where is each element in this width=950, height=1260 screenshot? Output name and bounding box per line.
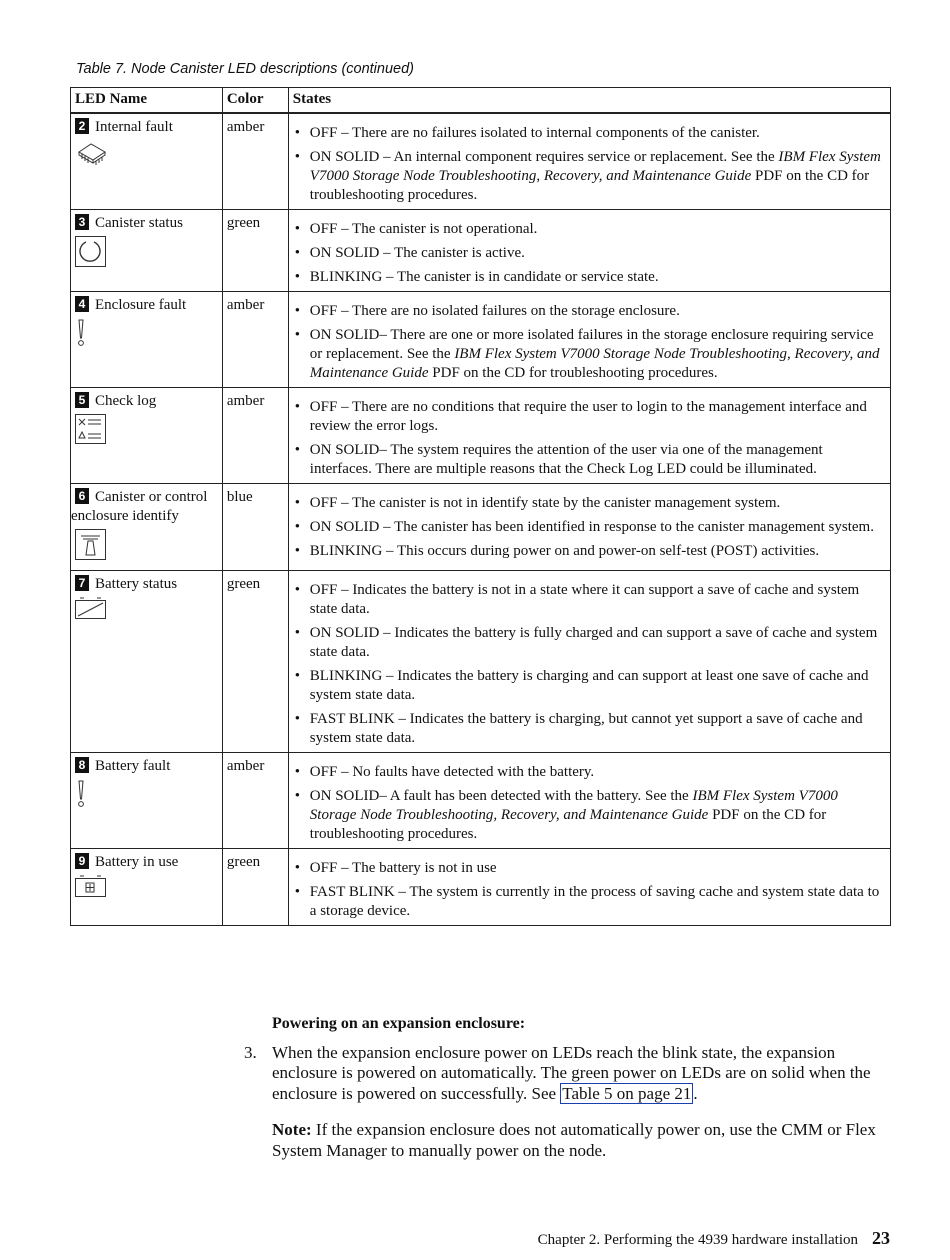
led-name: Internal fault [95, 119, 173, 135]
table-row [71, 484, 891, 571]
state-text: OFF – No faults have detected with the battery. [309, 764, 595, 780]
led-states-cell [288, 571, 890, 753]
led-name: Battery fault [95, 758, 171, 774]
guide-title: IBM Flex System V7000 Storage Node Troubleshooting, Recovery, and Maintenance Guide [309, 346, 880, 381]
led-color: amber [222, 753, 288, 849]
state-item [293, 148, 886, 205]
led-number-badge: 6 [75, 488, 89, 504]
state-item [293, 581, 886, 619]
state-item [293, 441, 886, 479]
led-name-cell [71, 388, 223, 484]
table-row [71, 292, 891, 388]
led-color: green [222, 571, 288, 753]
state-item [293, 268, 886, 287]
state-text: OFF – The battery is not in use [309, 860, 497, 876]
state-item [293, 859, 886, 878]
table-row [71, 849, 891, 926]
state-text-end: PDF on the CD for troubleshooting procedures. [428, 365, 718, 381]
led-states-cell [288, 292, 890, 388]
led-name-cell [71, 210, 223, 292]
chip-icon [75, 140, 218, 172]
states-list [293, 302, 886, 383]
state-text: ON SOLID– The system requires the attention of the user via one of the management interfaces. There are multiple reasons that the Check Log LED could be illuminated. [309, 442, 823, 477]
battery-status-icon [75, 597, 218, 625]
led-name: Canister status [95, 215, 183, 231]
led-name: Battery in use [95, 854, 179, 870]
exclamation-icon [75, 318, 218, 354]
state-text: FAST BLINK – The system is currently in the process of saving cache and system state data to a storage device. [309, 884, 880, 919]
state-text: ON SOLID – The canister has been identified in response to the canister management system. [309, 519, 874, 535]
led-states-cell [288, 849, 890, 926]
states-list [293, 124, 886, 205]
state-item [293, 763, 886, 782]
state-item [293, 518, 886, 537]
state-text-end: PDF on the CD for troubleshooting procedures. [309, 168, 870, 203]
led-color: green [222, 849, 288, 926]
led-name: Enclosure fault [95, 297, 187, 313]
led-name-cell [71, 753, 223, 849]
state-text: OFF – Indicates the battery is not in a state where it can support a save of cache and system state data. [309, 582, 860, 617]
table-row [71, 571, 891, 753]
led-name: Check log [95, 393, 157, 409]
state-item [293, 624, 886, 662]
states-list [293, 398, 886, 479]
state-item [293, 398, 886, 436]
led-states-cell [288, 210, 890, 292]
header-color: Color [222, 88, 288, 114]
led-name-cell [71, 113, 223, 210]
state-text: BLINKING – The canister is in candidate or service state. [309, 269, 659, 285]
led-states-cell [288, 113, 890, 210]
circular-status-icon [75, 236, 218, 273]
state-text: BLINKING – This occurs during power on and power-on self-test (POST) activities. [309, 543, 820, 559]
states-list [293, 494, 886, 561]
check-log-icon [75, 414, 218, 450]
powering-section [244, 1014, 892, 1161]
led-states-cell [288, 388, 890, 484]
state-text: BLINKING – Indicates the battery is charging and can support at least one save of cache and system state data. [309, 668, 869, 703]
table-header-row [71, 88, 891, 114]
table-row [71, 753, 891, 849]
state-item [293, 494, 886, 513]
led-name-cell [71, 292, 223, 388]
state-item [293, 220, 886, 239]
identify-icon [75, 529, 218, 566]
state-text: OFF – There are no failures isolated to internal components of the canister. [309, 125, 760, 141]
states-list [293, 581, 886, 748]
page-number: 23 [872, 1228, 890, 1248]
state-item [293, 883, 886, 921]
led-color: amber [222, 388, 288, 484]
state-text: FAST BLINK – Indicates the battery is charging, but cannot yet support a save of cache and system state data. [309, 711, 863, 746]
led-table [70, 87, 891, 926]
states-list [293, 763, 886, 844]
table-5-link[interactable]: Table 5 on page 21 [562, 1083, 692, 1103]
note-label: Note: [272, 1120, 312, 1139]
led-name-cell [71, 849, 223, 926]
state-item [293, 710, 886, 748]
step-number: 3. [244, 1042, 257, 1062]
led-states-cell [288, 484, 890, 571]
note-text: If the expansion enclosure does not automatically power on, use the CMM or Flex System Manager to manually power on the node. [272, 1120, 876, 1160]
led-name: Battery status [95, 576, 178, 592]
exclamation-icon [75, 779, 218, 815]
state-text: OFF – There are no conditions that require the user to login to the management interface and review the error logs. [309, 399, 867, 434]
state-text: ON SOLID– A fault has been detected with the battery. See the [309, 788, 693, 804]
state-item [293, 244, 886, 263]
header-led-name: LED Name [71, 88, 223, 114]
led-number-badge: 7 [75, 575, 89, 591]
led-name-cell [71, 484, 223, 571]
step-text: When the expansion enclosure power on LEDs reach the blink state, the expansion enclosure is powered on automatically. The green power on LEDs are on solid when the enclosure is powered on successfully. See [272, 1042, 871, 1103]
table-row [71, 113, 891, 210]
states-list [293, 220, 886, 287]
led-color: amber [222, 113, 288, 210]
footer-chapter: Chapter 2. Performing the 4939 hardware installation [537, 1232, 858, 1248]
led-number-badge: 5 [75, 392, 89, 408]
led-number-badge: 8 [75, 757, 89, 773]
led-number-badge: 2 [75, 118, 89, 134]
led-number-badge: 4 [75, 296, 89, 312]
led-name: Canister or control enclosure identify [71, 489, 208, 524]
state-text-end: PDF on the CD for troubleshooting procedures. [309, 807, 827, 842]
led-color: amber [222, 292, 288, 388]
led-number-badge: 3 [75, 214, 89, 230]
table-caption: Table 7. Node Canister LED descriptions (continued) [76, 61, 414, 77]
state-text: OFF – There are no isolated failures on the storage enclosure. [309, 303, 680, 319]
state-item [293, 787, 886, 844]
state-item [293, 542, 886, 561]
section-title: Powering on an expansion enclosure: [272, 1015, 526, 1032]
guide-title: IBM Flex System V7000 Storage Node Troubleshooting, Recovery, and Maintenance Guide [309, 788, 838, 823]
state-text: ON SOLID – An internal component requires service or replacement. See the [309, 149, 779, 165]
state-item [293, 326, 886, 383]
state-text: OFF – The canister is not in identify state by the canister management system. [309, 495, 781, 511]
state-text: ON SOLID – The canister is active. [309, 245, 525, 261]
battery-in-use-icon [75, 875, 218, 903]
table-row [71, 388, 891, 484]
note [272, 1120, 892, 1161]
page-footer [538, 1228, 890, 1249]
table-row [71, 210, 891, 292]
led-color: green [222, 210, 288, 292]
led-name-cell [71, 571, 223, 753]
states-list [293, 859, 886, 921]
step-end: . [693, 1083, 698, 1103]
header-states: States [288, 88, 890, 114]
led-states-cell [288, 753, 890, 849]
state-text: OFF – The canister is not operational. [309, 221, 538, 237]
guide-title: IBM Flex System V7000 Storage Node Troubleshooting, Recovery, and Maintenance Guide [309, 149, 881, 184]
step-3 [244, 1042, 892, 1105]
state-item [293, 302, 886, 321]
led-number-badge: 9 [75, 853, 89, 869]
state-item [293, 124, 886, 143]
state-item [293, 667, 886, 705]
state-text: ON SOLID – Indicates the battery is fully charged and can support a save of cache and system state data. [309, 625, 878, 660]
led-color: blue [222, 484, 288, 571]
state-text: ON SOLID– There are one or more isolated failures in the storage enclosure requiring service or replacement. See the [309, 327, 874, 362]
